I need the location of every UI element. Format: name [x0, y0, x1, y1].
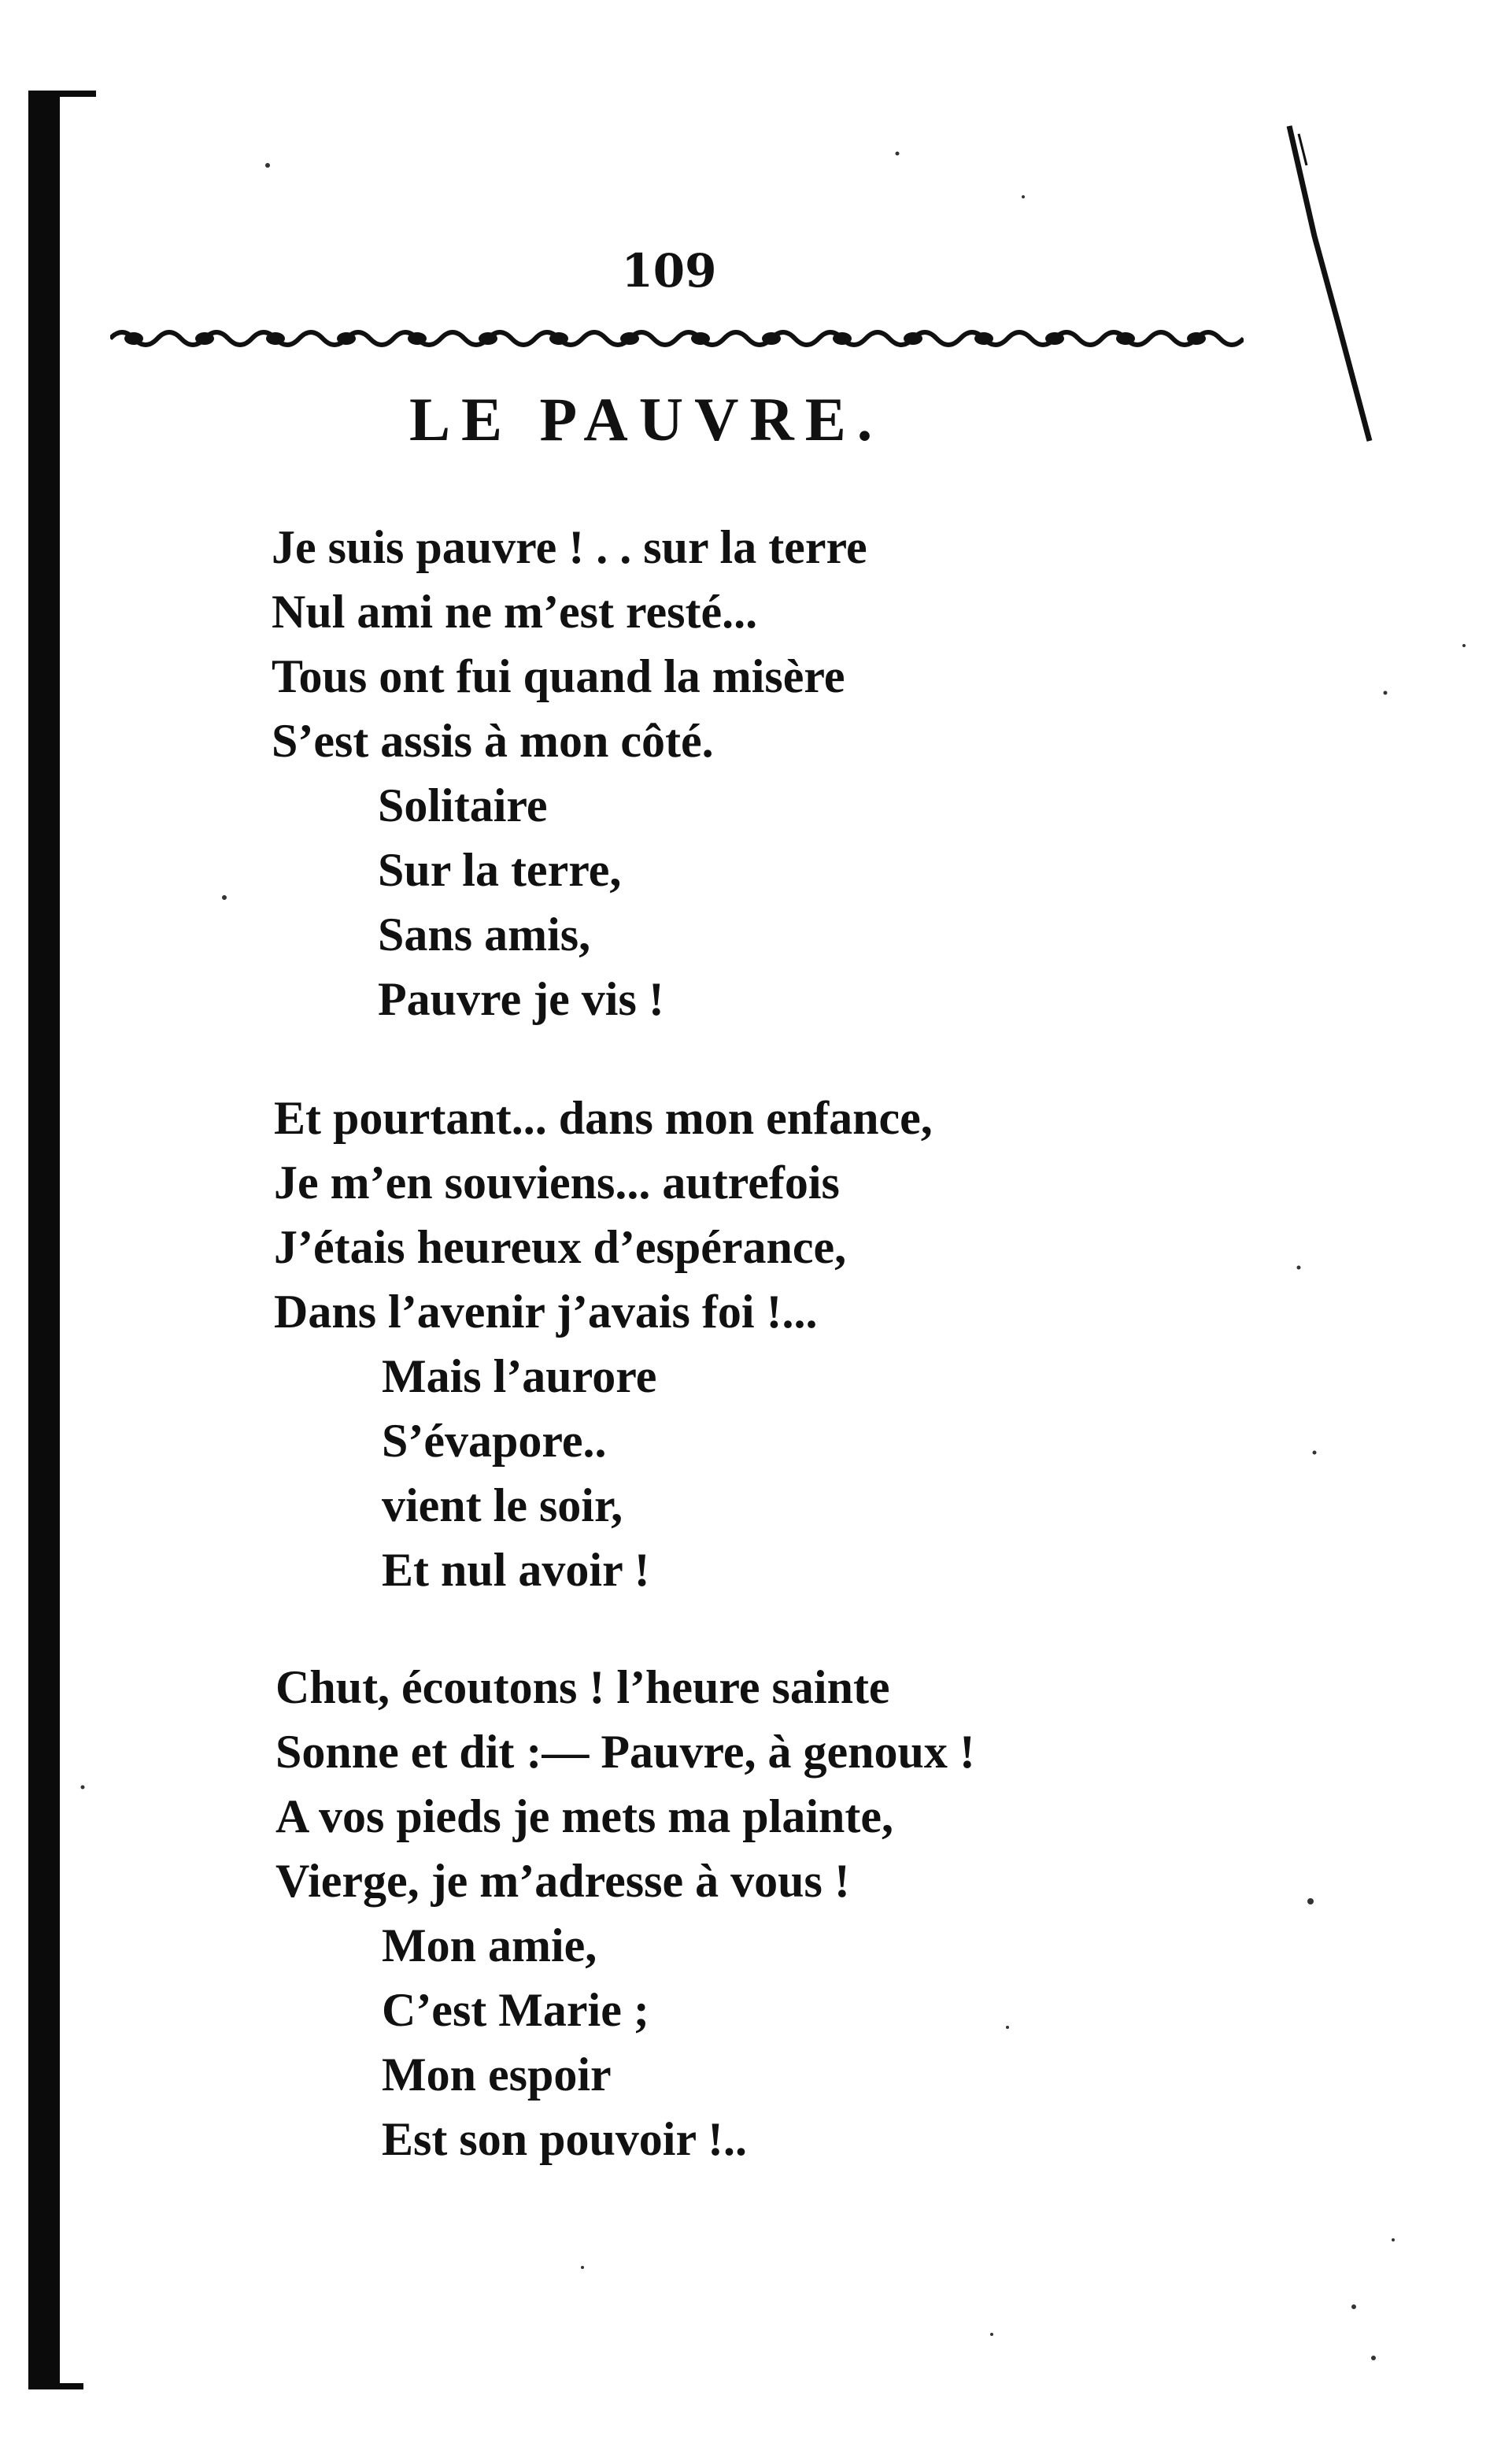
- verse-line: Et pourtant... dans mon enfance,: [274, 1092, 933, 1144]
- verse-line: S’évapore..: [382, 1415, 607, 1467]
- verse-line: Et nul avoir !: [382, 1544, 650, 1596]
- verse-line: Sur la terre,: [378, 844, 622, 896]
- verse-line: Tous ont fui quand la misère: [272, 650, 845, 702]
- verse-line: Mon amie,: [382, 1919, 597, 1971]
- verse-line: Sonne et dit :— Pauvre, à genoux !: [275, 1726, 975, 1778]
- verse-line: A vos pieds je mets ma plainte,: [275, 1790, 893, 1842]
- verse-line: S’est assis à mon côté.: [272, 715, 714, 767]
- verse-line: Sans amis,: [378, 909, 591, 961]
- poem-title: LE PAUVRE.: [409, 385, 884, 453]
- verse-line: J’étais heureux d’espérance,: [274, 1221, 847, 1273]
- verse-line: Chut, écoutons ! l’heure sainte: [275, 1661, 890, 1713]
- page-number: 109: [621, 244, 717, 298]
- verse-line: Vierge, je m’adresse à vous !: [275, 1855, 850, 1907]
- verse-line: Est son pouvoir !..: [382, 2113, 748, 2165]
- verse-line: Je m’en souviens... autrefois: [274, 1157, 840, 1209]
- verse-line: Nul ami ne m’est resté...: [272, 586, 758, 638]
- verse-line: Je suis pauvre ! . . sur la terre: [272, 521, 867, 573]
- verse-line: Pauvre je vis !: [378, 973, 664, 1025]
- verse-line: vient le soir,: [382, 1479, 623, 1531]
- verse-line: Mais l’aurore: [382, 1350, 657, 1402]
- verse-line: Mon espoir: [382, 2049, 612, 2101]
- verse-line: C’est Marie ;: [382, 1984, 649, 2036]
- verse-line: Solitaire: [378, 779, 548, 831]
- verse-line: Dans l’avenir j’avais foi !...: [274, 1286, 818, 1338]
